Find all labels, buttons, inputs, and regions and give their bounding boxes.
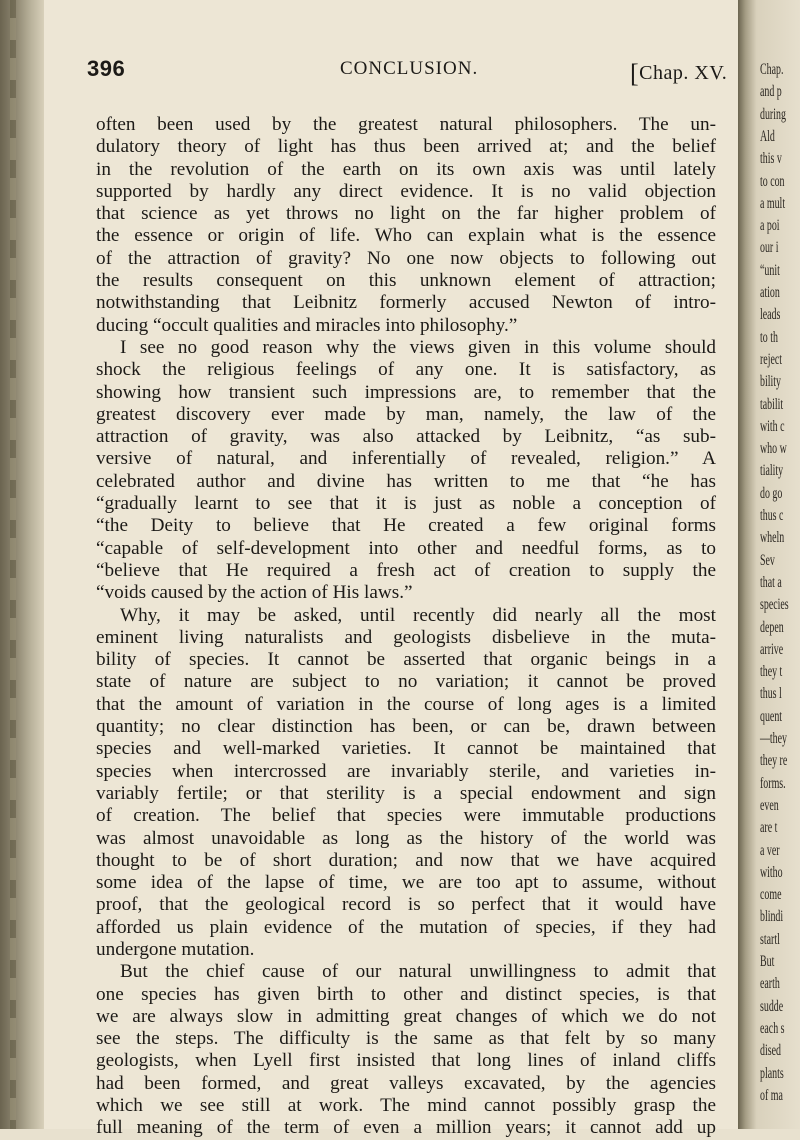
text-line: undergone mutation.: [96, 938, 255, 960]
adjacent-page-fragment: forms.: [760, 774, 786, 792]
adjacent-page-fragment: even: [760, 796, 779, 814]
text-line: shock the religious feelings of any one. It is satisfactory, as: [96, 359, 716, 381]
text-line: state of nature are subject to no variation; it cannot be proved: [96, 671, 716, 693]
text-line: variably fertile; or that sterility is a special endowment and sign: [96, 782, 716, 804]
adjacent-page-fragment: leads: [760, 306, 781, 324]
text-line: proof, that the geological record is so perfect that it would have: [96, 894, 716, 916]
text-line: “believe that He required a fresh act of creation to supply the: [96, 559, 716, 581]
adjacent-page-fragment: tabilit: [760, 395, 784, 413]
adjacent-page-fragment: bility: [760, 373, 781, 391]
adjacent-page-fragment: dised: [760, 1042, 781, 1060]
text-line: But the chief cause of our natural unwillingness to admit that: [120, 961, 716, 983]
book-binding-gutter: [0, 0, 44, 1129]
adjacent-page-fragment: arrive: [760, 640, 784, 658]
text-line: in the revolution of the earth on its own axis was until lately: [96, 158, 716, 180]
text-line: species and well-marked varieties. It cannot be maintained that: [96, 738, 716, 760]
adjacent-page-fragment: to con: [760, 172, 785, 190]
text-line: I see no good reason why the views given in this volume should: [120, 336, 716, 358]
text-line: that the amount of variation in the course of long ages is a limited: [96, 693, 716, 715]
body-text: [96, 114, 716, 1140]
text-line: greatest discovery ever made by man, namely, the law of the: [96, 403, 716, 425]
adjacent-page-fragment: to th: [760, 328, 778, 346]
adjacent-page-fragment: Ald: [760, 127, 775, 145]
page-header: [44, 56, 738, 86]
adjacent-page-fragment: who w: [760, 440, 787, 458]
text-line: eminent living naturalists and geologists disbelieve in the muta-: [96, 626, 716, 648]
adjacent-page-fragment: depen: [760, 618, 784, 636]
adjacent-page-edge: [738, 0, 800, 1129]
text-line: bility of species. It cannot be asserted that organic beings in a: [96, 649, 716, 671]
adjacent-page-fragment: ation: [760, 284, 780, 301]
adjacent-page-fragment: this v: [760, 150, 782, 168]
adjacent-page-fragment: “unit: [760, 261, 780, 279]
text-line: we are always slow in admitting great changes of which we do not: [96, 1005, 716, 1027]
adjacent-page-fragment: during: [760, 105, 786, 123]
adjacent-page-fragment: wheln: [760, 529, 785, 547]
adjacent-page-fragment: startl: [760, 930, 780, 948]
text-line: full meaning of the term of even a million years; it cannot add up: [96, 1117, 716, 1139]
text-line: Why, it may be asked, until recently did nearly all the most: [120, 604, 716, 626]
running-title: CONCLUSION.: [340, 58, 479, 79]
adjacent-page-fragment: blindi: [760, 908, 784, 926]
adjacent-page-fragment: do go: [760, 484, 783, 502]
adjacent-page-fragment: each s: [760, 1019, 785, 1037]
adjacent-page-fragment: with c: [760, 417, 785, 435]
text-line: versive of natural, and inferentially of revealed, religion.” A: [96, 448, 716, 470]
text-line: attraction of gravity, was also attacked by Leibnitz, “as sub-: [96, 426, 716, 448]
adjacent-page-fragment: a mult: [760, 194, 786, 212]
adjacent-page-fragment: Chap.: [760, 61, 784, 78]
text-line: “voids caused by the action of His laws.”: [96, 582, 413, 604]
text-line: the essence or origin of life. Who can explain what is the essence: [96, 225, 716, 247]
text-line: species when intercrossed are invariably sterile, and varieties in-: [96, 760, 716, 782]
adjacent-page-fragment: our i: [760, 239, 779, 257]
text-line: often been used by the greatest natural philosophers. The un-: [96, 114, 716, 135]
text-line: one species has given birth to other and distinct species, is that: [96, 983, 716, 1005]
adjacent-page-fragment: are t: [760, 819, 778, 837]
text-line: some idea of the lapse of time, we are too apt to assume, without: [96, 872, 716, 894]
text-line: of the attraction of gravity? No one now objects to following out: [96, 247, 716, 269]
chapter-reference: [Chap. XV.: [630, 59, 728, 88]
adjacent-page-fragment: plants: [760, 1064, 784, 1082]
adjacent-page-fragment: But: [760, 953, 775, 970]
adjacent-page-fragment: quent: [760, 707, 783, 725]
adjacent-page-fragment: Sev: [760, 551, 775, 569]
adjacent-page-fragment: —they: [760, 730, 787, 747]
text-line: afforded us plain evidence of the mutation of species, if they had: [96, 916, 716, 938]
adjacent-page-fragment: witho: [760, 863, 783, 881]
adjacent-page-fragment: a ver: [760, 841, 780, 859]
page-number: 396: [87, 56, 126, 81]
text-line: the results consequent on this unknown element of attraction;: [96, 270, 716, 292]
text-line: was almost unavoidable as long as the history of the world was: [96, 827, 716, 849]
adjacent-page-fragment: come: [760, 886, 782, 904]
text-line: dulatory theory of light has thus been arrived at; and the belief: [96, 136, 716, 158]
text-line: geologists, when Lyell first insisted that long lines of inland cliffs: [96, 1050, 716, 1072]
text-line: “gradually learnt to see that it is just as noble a conception of: [96, 493, 716, 515]
text-line: see the steps. The difficulty is the same as that felt by so many: [96, 1028, 716, 1050]
book-page: [44, 0, 738, 1139]
text-line: had been formed, and great valleys excavated, by the agencies: [96, 1072, 716, 1094]
adjacent-page-fragment: thus l: [760, 685, 782, 703]
text-line: supported by hardly any direct evidence. It is no valid objection: [96, 180, 716, 202]
adjacent-page-fragment: a poi: [760, 217, 780, 235]
text-line: of creation. The belief that species were immutable productions: [96, 805, 716, 827]
text-line: showing how transient such impressions are, to remember that the: [96, 381, 716, 403]
adjacent-page-fragment: they re: [760, 752, 788, 770]
text-line: celebrated author and divine has written to me that “he has: [96, 470, 716, 492]
adjacent-page-fragment: species: [760, 596, 789, 614]
adjacent-page-fragment: reject: [760, 350, 783, 368]
text-line: “the Deity to believe that He created a few original forms: [96, 515, 716, 537]
text-line: that science as yet throws no light on the far higher problem of: [96, 203, 716, 225]
text-line: quantity; no clear distinction has been, or can be, drawn between: [96, 716, 716, 738]
adjacent-page-fragment: earth: [760, 975, 780, 993]
text-line: thought to be of short duration; and now that we have acquired: [96, 849, 716, 871]
adjacent-page-fragment: and p: [760, 83, 782, 101]
adjacent-page-fragment: tiality: [760, 462, 784, 480]
adjacent-page-fragment: that a: [760, 573, 782, 591]
text-line: ducing “occult qualities and miracles into philosophy.”: [96, 314, 518, 336]
adjacent-page-fragment: they t: [760, 663, 783, 681]
text-line: which we see still at work. The mind cannot possibly grasp the: [96, 1095, 716, 1117]
text-line: notwithstanding that Leibnitz formerly accused Newton of intro-: [96, 292, 716, 314]
adjacent-page-fragment: sudde: [760, 997, 784, 1015]
chapter-reference-text: Chap. XV.: [639, 62, 728, 84]
adjacent-page-fragment: thus c: [760, 507, 784, 524]
adjacent-page-fragment: of ma: [760, 1086, 783, 1104]
text-line: “capable of self-development into other and needful forms, as to: [96, 537, 716, 559]
